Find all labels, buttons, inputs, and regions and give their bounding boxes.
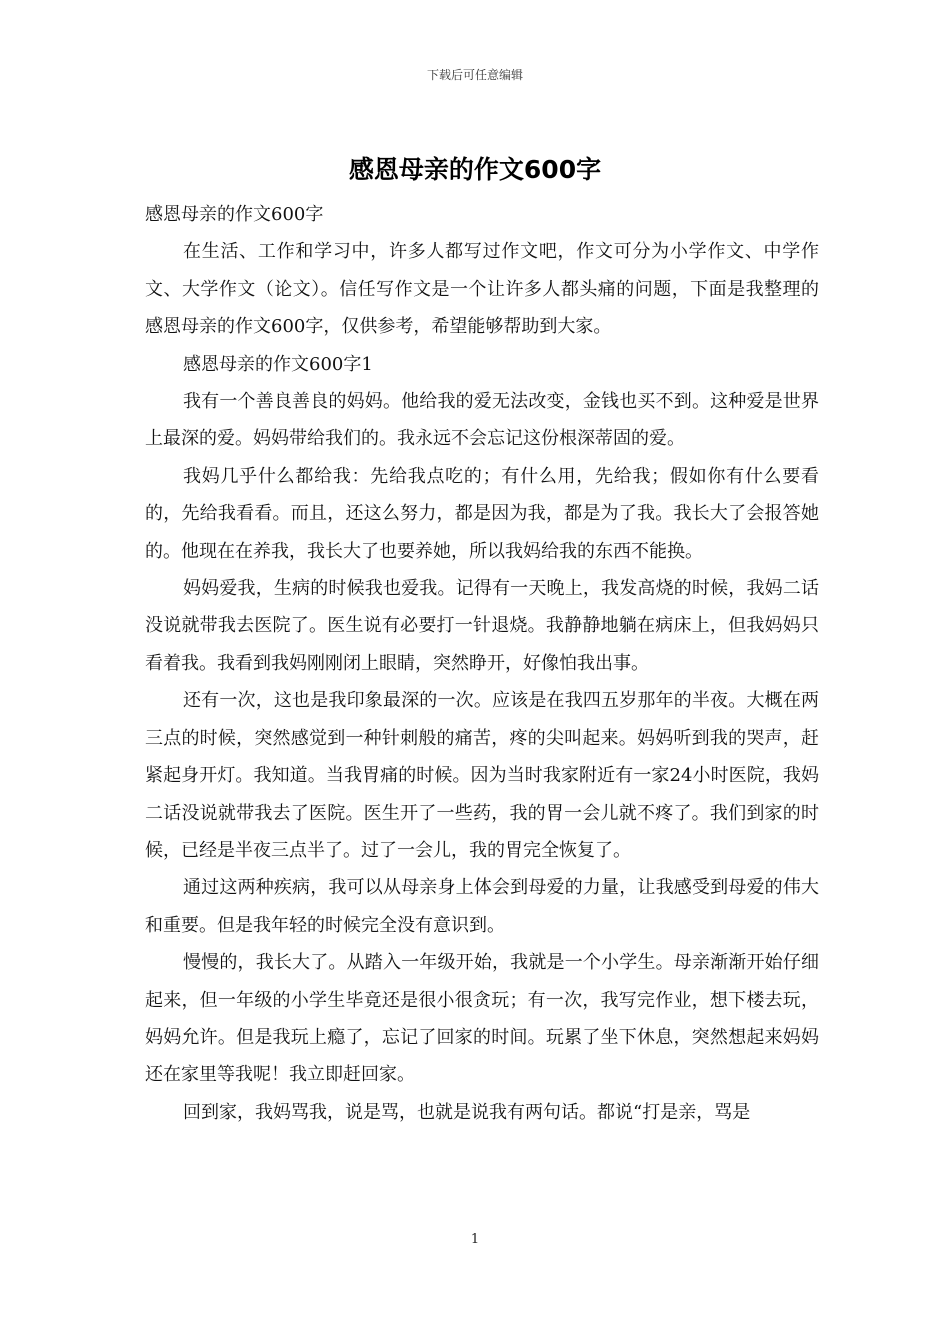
paragraph: 回到家，我妈骂我，说是骂，也就是说我有两句话。都说“打是亲，骂是 [183,1101,751,1123]
paragraph: 我有一个善良善良的妈妈。他给我的爱无法改变，金钱也买不到。这种爱是世界上最深的爱。妈妈带给我们的。我永远不会忘记这份根深蒂固的爱。 [145,391,819,450]
paragraph: 通过这两种疾病，我可以从母亲身上体会到母爱的力量，让我感受到母爱的伟大和重要。但是我年轻的时候完全没有意识到。 [145,877,819,936]
paragraph: 感恩母亲的作文600字 [145,204,324,225]
paragraph: 妈妈爱我，生病的时候我也爱我。记得有一天晚上，我发高烧的时候，我妈二话没说就带我去医院了。医生说有必要打一针退烧。我静静地躺在病床上，但我妈妈只看着我。我看到我妈刚刚闭上眼睛，突然睁开，好像怕我出事。 [145,578,819,674]
page-number: 1 [470,1232,480,1247]
page-header: 下载后可任意编辑 [426,68,523,82]
paragraph: 还有一次，这也是我印象最深的一次。应该是在我四五岁那年的半夜。大概在两三点的时候，突然感觉到一种针刺般的痛苦，疼的尖叫起来。妈妈听到我的哭声，赶紧起身开灯。我知道。当我胃痛的时候。因为当时我家附近有一家24小时医院，我妈二话没说就带我去了医院。医生开了一些药，我的胃一会儿就不疼了。我们到家的时候，已经是半夜三点半了。过了一会儿，我的胃完全恢复了。 [145,690,819,861]
document-body [145,196,819,1131]
document-title: 感恩母亲的作文600字 [348,155,602,184]
paragraph: 在生活、工作和学习中，许多人都写过作文吧，作文可分为小学作文、中学作文、大学作文（论文）。信任写作文是一个让许多人都头痛的问题，下面是我整理的感恩母亲的作文600字，仅供参考，希望能够帮助到大家。 [145,241,819,338]
paragraph: 我妈几乎什么都给我：先给我点吃的；有什么用，先给我；假如你有什么要看的，先给我看看。而且，还这么努力，都是因为我，都是为了我。我长大了会报答她的。他现在在养我，我长大了也要养她，所以我妈给我的东西不能换。 [145,465,819,562]
paragraph: 慢慢的，我长大了。从踏入一年级开始，我就是一个小学生。母亲渐渐开始仔细起来，但一年级的小学生毕竟还是很小很贪玩；有一次，我写完作业，想下楼去玩，妈妈允许。但是我玩上瘾了，忘记了回家的时间。玩累了坐下休息，突然想起来妈妈还在家里等我呢！我立即赶回家。 [145,952,819,1086]
paragraph: 感恩母亲的作文600字1 [183,353,373,375]
